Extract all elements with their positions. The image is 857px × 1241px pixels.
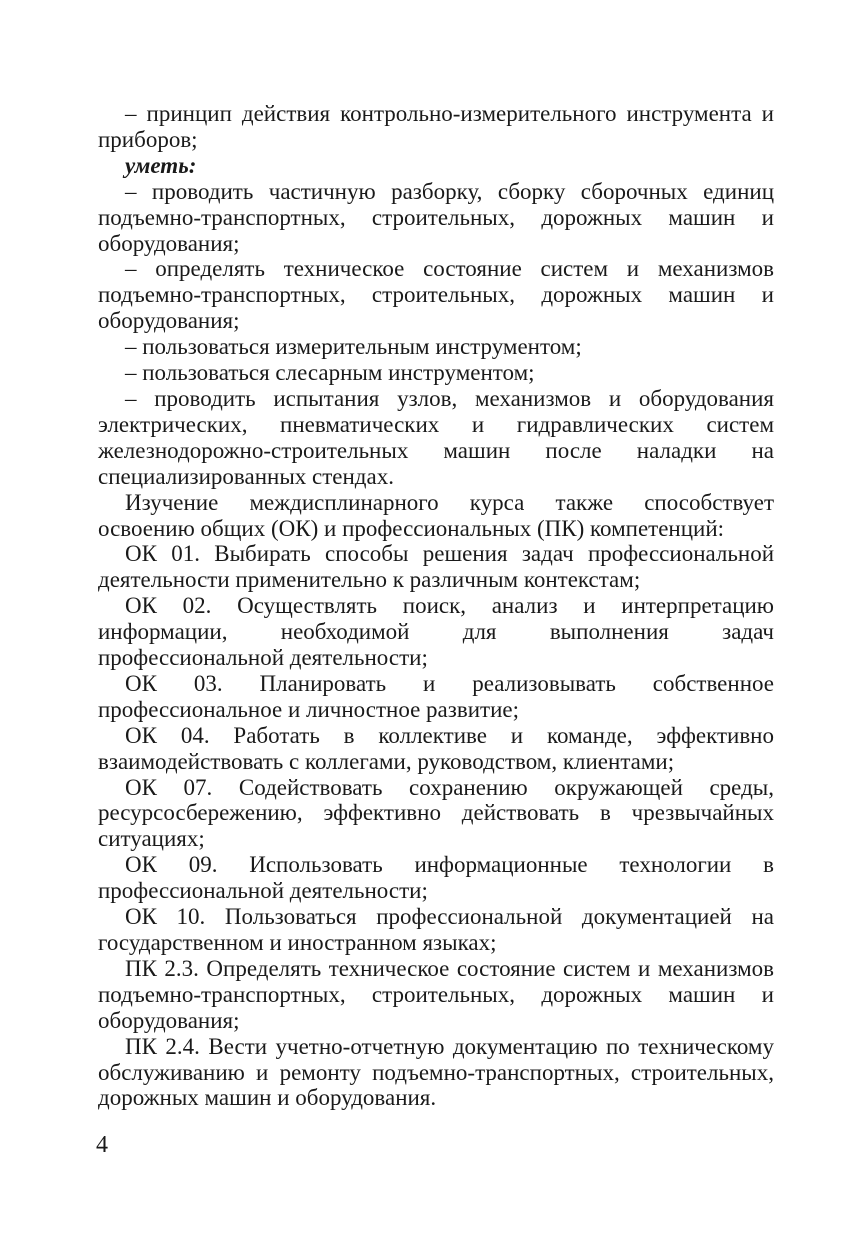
paragraph-course-intro: Изучение междисплинарного курса также способствует освоению общих (ОК) и профессиональных (ПК) компетенций: (98, 489, 774, 541)
paragraph-ok-03: ОК 03. Планировать и реализовывать собственное профессиональное и личностное развитие; (98, 670, 774, 722)
page-text (98, 101, 774, 1111)
paragraph-ok-02: ОК 02. Осуществлять поиск, анализ и интерпретацию информации, необходимой для выполнения задач профессиональной деятельности; (98, 593, 774, 671)
paragraph-pk-2-4: ПК 2.4. Вести учетно-отчетную документацию по техническому обслуживанию и ремонту подъемно-транспортных, строительных, дорожных машин и оборудования. (98, 1033, 774, 1111)
paragraph-ok-10: ОК 10. Пользоваться профессиональной документацией на государственном и иностранном языках; (98, 904, 774, 955)
paragraph-fitter-tool: – пользоваться слесарным инструментом; (125, 360, 535, 386)
paragraph-instrument-principle: – принцип действия контрольно-измерительного инструмента и приборов; (98, 101, 774, 152)
paragraph-measuring-tool: – пользоваться измерительным инструментом; (125, 334, 582, 360)
paragraph-ok-07: ОК 07. Содействовать сохранению окружающей среды, ресурсосбережению, эффективно действовать в чрезвычайных ситуациях; (98, 774, 774, 852)
paragraph-testing: – проводить испытания узлов, механизмов и оборудования электрических, пневматических и гидравлических систем железнодорожно-строительных машин после наладки на специализированных стендах. (98, 385, 774, 489)
page-number: 4 (96, 1132, 108, 1158)
paragraph-pk-2-3: ПК 2.3. Определять техническое состояние систем и механизмов подъемно-транспортных, строительных, дорожных машин и оборудования; (98, 955, 774, 1033)
paragraph-ok-01: ОК 01. Выбирать способы решения задач профессиональной деятельности применительно к различным контекстам; (98, 541, 774, 593)
paragraph-technical-state: – определять техническое состояние систем и механизмов подъемно-транспортных, строительных, дорожных машин и оборудования; (98, 256, 774, 334)
paragraph-ok-09: ОК 09. Использовать информационные технологии в профессиональной деятельности; (98, 852, 774, 904)
paragraph-disassembly: – проводить частичную разборку, сборку сборочных единиц подъемно-транспортных, строительных, дорожных машин и оборудования; (98, 178, 774, 256)
paragraph-ok-04: ОК 04. Работать в коллективе и команде, эффективно взаимодействовать с коллегами, руководством, клиентами; (98, 722, 774, 774)
section-heading-skills: уметь: (125, 152, 197, 178)
